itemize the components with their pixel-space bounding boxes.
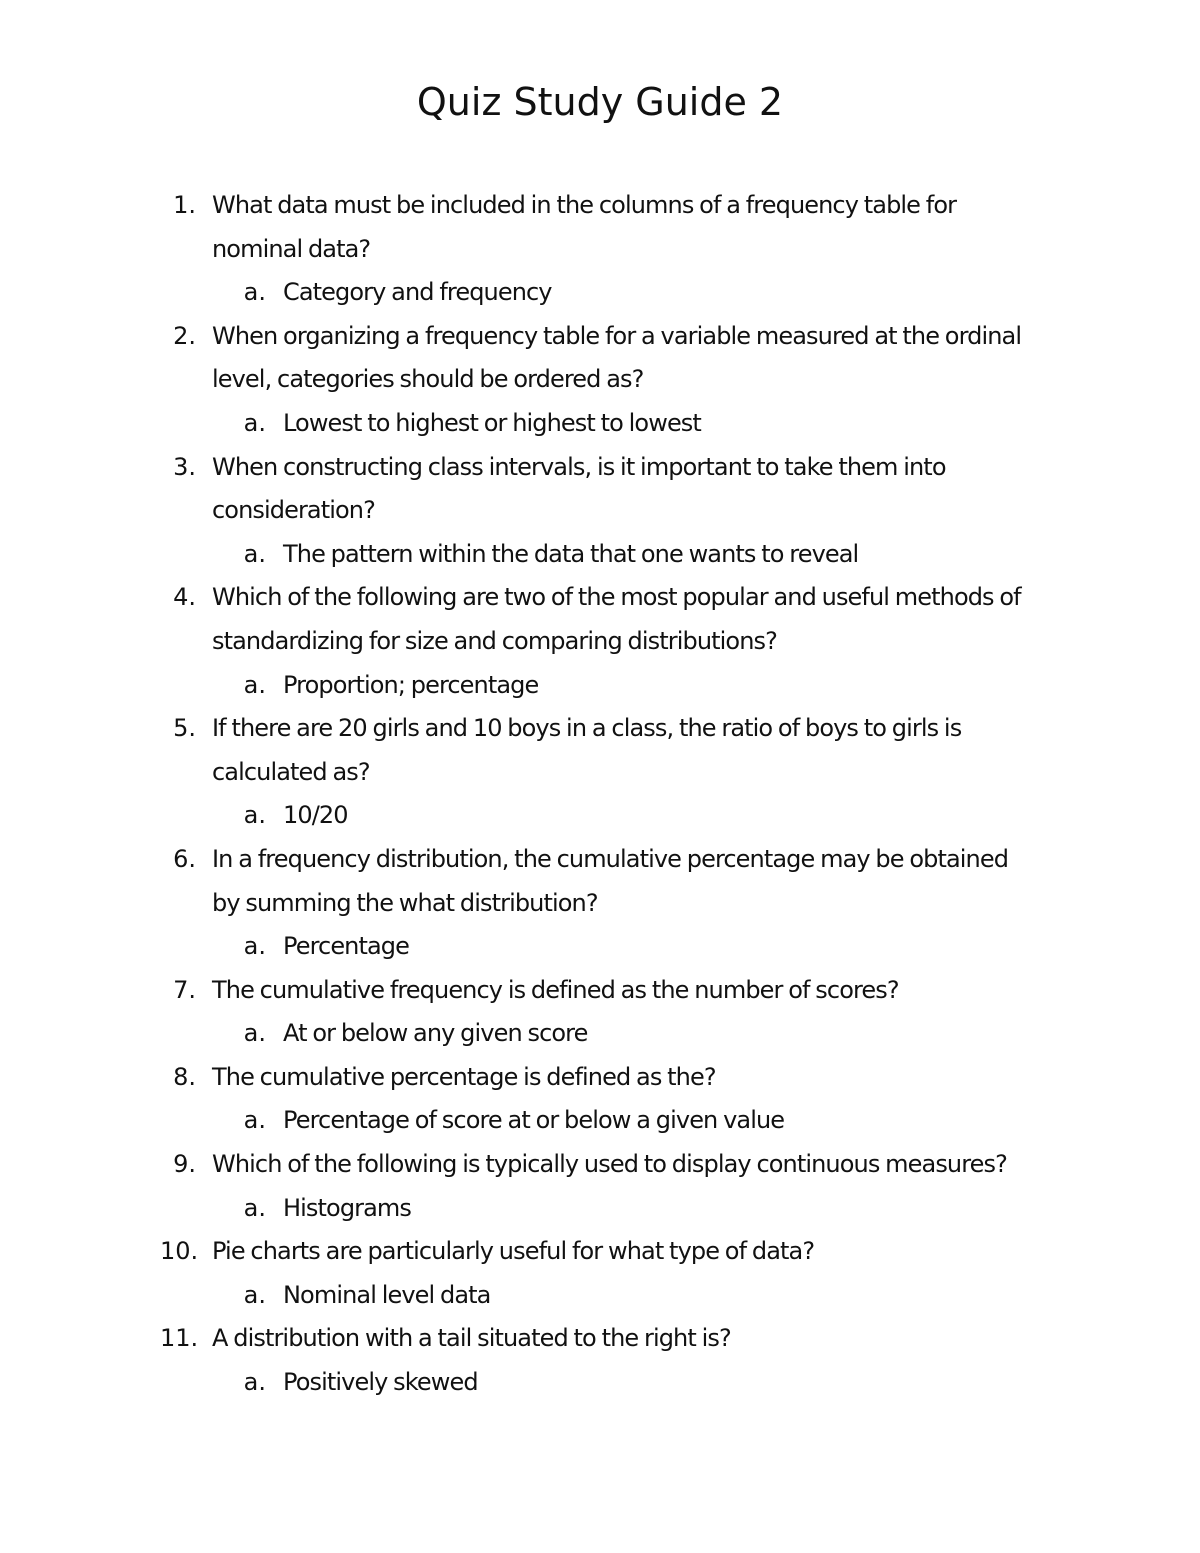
answer-marker: a. bbox=[243, 1280, 266, 1309]
answer-item bbox=[0, 402, 1200, 446]
question-item bbox=[0, 969, 1200, 1013]
answer-marker: a. bbox=[243, 1106, 266, 1135]
answer-marker: a. bbox=[243, 408, 266, 437]
answer-marker: a. bbox=[243, 278, 266, 307]
answer-item bbox=[0, 1012, 1200, 1056]
answer-marker: a. bbox=[243, 1019, 266, 1048]
answer-item bbox=[0, 1099, 1200, 1143]
answer-text: The pattern within the data that one wants to reveal bbox=[283, 539, 859, 568]
answer-marker: a. bbox=[243, 1368, 266, 1397]
answer-marker: a. bbox=[243, 801, 266, 830]
answer-text: Nominal level data bbox=[283, 1280, 491, 1309]
question-text: When constructing class intervals, is it important to take them into consideration? bbox=[212, 452, 946, 525]
question-item bbox=[0, 1317, 1200, 1361]
answer-text: Percentage of score at or below a given value bbox=[283, 1106, 785, 1135]
question-number: 5. bbox=[173, 714, 196, 743]
question-list bbox=[0, 184, 1200, 1405]
answer-item bbox=[0, 925, 1200, 969]
answer-marker: a. bbox=[243, 932, 266, 961]
answer-text: Lowest to highest or highest to lowest bbox=[283, 408, 701, 437]
answer-text: Proportion; percentage bbox=[283, 670, 539, 699]
question-number: 11. bbox=[160, 1324, 199, 1353]
question-item bbox=[0, 1056, 1200, 1100]
question-text: Which of the following are two of the most popular and useful methods of standardizing for size and comparing distributions? bbox=[212, 583, 1021, 655]
question-item bbox=[0, 1143, 1200, 1187]
question-text: Which of the following is typically used to display continuous measures? bbox=[212, 1150, 1007, 1179]
answer-text: Positively skewed bbox=[283, 1368, 478, 1397]
answer-item bbox=[0, 1274, 1200, 1318]
question-text: In a frequency distribution, the cumulative percentage may be obtained by summing the what distribution? bbox=[212, 844, 1009, 917]
question-number: 7. bbox=[173, 975, 196, 1004]
answer-item bbox=[0, 1187, 1200, 1231]
question-text: What data must be included in the columns of a frequency table for nominal data? bbox=[212, 191, 957, 263]
question-item bbox=[0, 446, 1200, 533]
answer-text: Histograms bbox=[283, 1193, 412, 1222]
question-text: The cumulative percentage is defined as the? bbox=[212, 1062, 716, 1091]
answer-text: Percentage bbox=[283, 932, 410, 961]
answer-text: At or below any given score bbox=[283, 1019, 588, 1048]
question-number: 8. bbox=[173, 1062, 196, 1091]
question-number: 10. bbox=[160, 1237, 199, 1266]
question-text: Pie charts are particularly useful for what type of data? bbox=[212, 1237, 815, 1266]
answer-item bbox=[0, 794, 1200, 838]
question-text: When organizing a frequency table for a variable measured at the ordinal level, categories should be ordered as? bbox=[212, 321, 1022, 394]
question-item bbox=[0, 838, 1200, 925]
question-number: 9. bbox=[173, 1150, 196, 1179]
answer-text: 10/20 bbox=[283, 801, 348, 830]
answer-marker: a. bbox=[243, 539, 266, 568]
question-number: 6. bbox=[173, 844, 196, 873]
answer-item bbox=[0, 664, 1200, 708]
question-text: If there are 20 girls and 10 boys in a class, the ratio of boys to girls is calculated as? bbox=[212, 714, 962, 786]
answer-item bbox=[0, 533, 1200, 577]
answer-marker: a. bbox=[243, 1193, 266, 1222]
question-number: 2. bbox=[173, 321, 196, 350]
question-number: 4. bbox=[173, 583, 196, 612]
question-text: A distribution with a tail situated to the right is? bbox=[212, 1324, 731, 1353]
question-item bbox=[0, 1230, 1200, 1274]
question-item bbox=[0, 184, 1200, 271]
answer-item bbox=[0, 1361, 1200, 1405]
question-item bbox=[0, 707, 1200, 794]
document-title: Quiz Study Guide 2 bbox=[416, 80, 784, 124]
answer-item bbox=[0, 271, 1200, 315]
question-number: 1. bbox=[173, 191, 196, 219]
answer-marker: a. bbox=[243, 670, 266, 699]
question-item bbox=[0, 576, 1200, 663]
question-item bbox=[0, 315, 1200, 402]
question-text: The cumulative frequency is defined as the number of scores? bbox=[212, 975, 899, 1004]
answer-text: Category and frequency bbox=[283, 278, 552, 307]
question-number: 3. bbox=[173, 452, 196, 481]
